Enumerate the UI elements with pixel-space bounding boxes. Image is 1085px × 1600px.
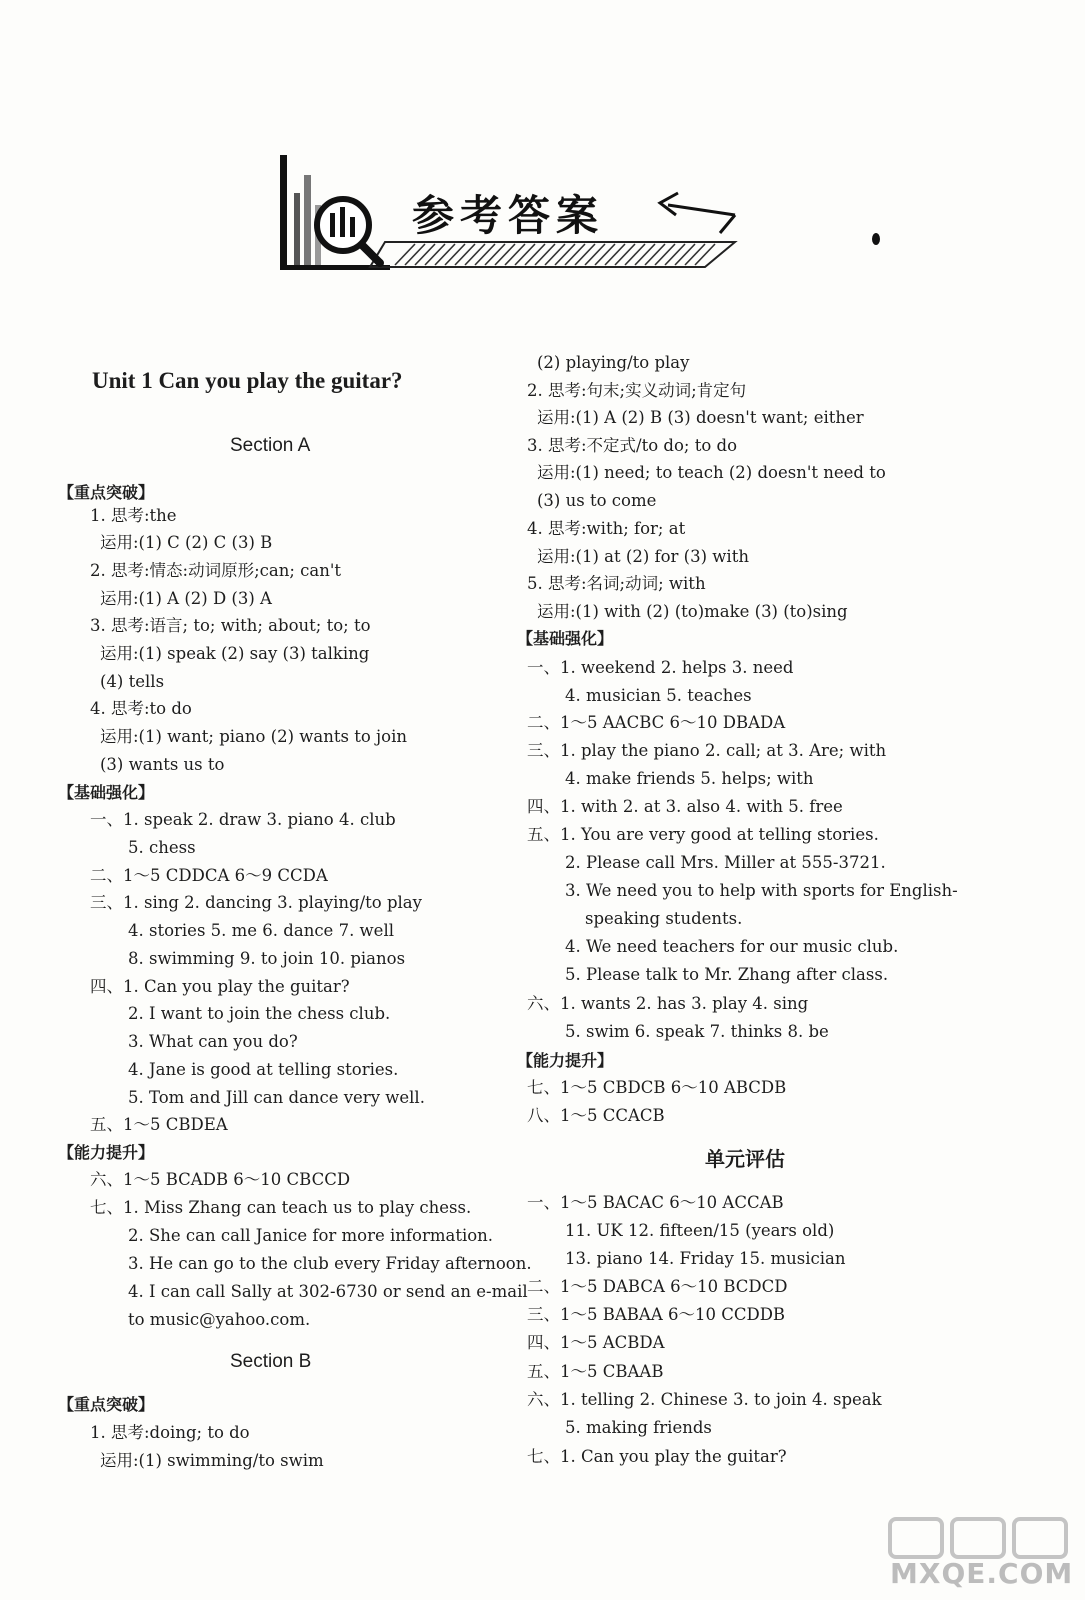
answer-line: 七、1. Miss Zhang can teach us to play chess. xyxy=(90,1198,472,1217)
answer-line: 2. I want to join the chess club. xyxy=(128,1004,391,1023)
answer-line: 1. 思考:doing; to do xyxy=(90,1423,250,1442)
answer-line: 4. I can call Sally at 302-6730 or send an e-mail xyxy=(128,1282,528,1301)
answer-line: (4) tells xyxy=(100,672,165,691)
answer-line: 八、1～5 CCACB xyxy=(527,1106,665,1125)
answer-line: 3. 思考:语言; to; with; about; to; to xyxy=(90,616,371,635)
answer-line: 4. musician 5. teaches xyxy=(565,686,752,705)
answer-line: 5. making friends xyxy=(565,1418,712,1437)
answer-line: 六、1. telling 2. Chinese 3. to join 4. speak xyxy=(527,1390,882,1409)
answer-line: 运用:(1) want; piano (2) wants to join xyxy=(100,727,407,746)
answer-line: 2. 思考:句末;实义动词;肯定句 xyxy=(527,381,747,400)
answer-line: 二、1～5 AACBC 6～10 DBADA xyxy=(527,713,786,732)
answer-line: 运用:(1) at (2) for (3) with xyxy=(537,547,749,566)
ink-dot xyxy=(872,233,880,245)
answer-line: 5. Tom and Jill can dance very well. xyxy=(128,1088,425,1107)
answer-line: 2. 思考:情态:动词原形;can; can't xyxy=(90,561,342,580)
answer-line: 5. chess xyxy=(128,838,196,857)
answer-line: 四、1. Can you play the guitar? xyxy=(90,977,350,996)
answer-line: 4. make friends 5. helps; with xyxy=(565,769,814,788)
answer-line: 五、1～5 CBAAB xyxy=(527,1362,664,1381)
section-tag: 【基础强化】 xyxy=(58,783,155,802)
answer-line: 三、1. play the piano 2. call; at 3. Are; with xyxy=(527,741,887,760)
answer-line: 运用:(1) speak (2) say (3) talking xyxy=(100,644,370,663)
answer-line: 11. UK 12. fifteen/15 (years old) xyxy=(565,1221,835,1240)
answer-line: to music@yahoo.com. xyxy=(128,1310,311,1329)
answer-line: 5. swim 6. speak 7. thinks 8. be xyxy=(565,1022,829,1041)
answer-line: 三、1. sing 2. dancing 3. playing/to play xyxy=(90,893,422,912)
answer-key-banner xyxy=(280,155,760,280)
answer-line: 运用:(1) need; to teach (2) doesn't need to xyxy=(537,463,886,482)
answer-line: speaking students. xyxy=(585,909,743,928)
section-tag: 【能力提升】 xyxy=(517,1051,614,1070)
answer-line: 4. 思考:to do xyxy=(90,699,192,718)
section-heading: Section A xyxy=(230,435,311,456)
answer-line: 七、1. Can you play the guitar? xyxy=(527,1447,787,1466)
answer-line: (3) us to come xyxy=(537,491,657,510)
answer-line: 1. 思考:the xyxy=(90,506,177,525)
answer-line: 一、1～5 BACAC 6～10 ACCAB xyxy=(527,1193,784,1212)
answer-line: 四、1. with 2. at 3. also 4. with 5. free xyxy=(527,797,843,816)
answer-line: 运用:(1) C (2) C (3) B xyxy=(100,533,273,552)
section-heading: Section B xyxy=(230,1351,312,1372)
answer-line: 4. Jane is good at telling stories. xyxy=(128,1060,399,1079)
answer-line: 5. Please talk to Mr. Zhang after class. xyxy=(565,965,889,984)
answer-line: 二、1～5 DABCA 6～10 BCDCD xyxy=(527,1277,788,1296)
answer-line: 运用:(1) with (2) (to)make (3) (to)sing xyxy=(537,602,848,621)
answer-line: 七、1～5 CBDCB 6～10 ABCDB xyxy=(527,1078,787,1097)
answer-line: 六、1. wants 2. has 3. play 4. sing xyxy=(527,994,809,1013)
answer-line: 3. We need you to help with sports for English- xyxy=(565,881,958,900)
answer-line: 2. She can call Janice for more information. xyxy=(128,1226,494,1245)
section-tag: 【基础强化】 xyxy=(517,629,614,648)
answer-line: 运用:(1) A (2) B (3) doesn't want; either xyxy=(537,408,864,427)
answer-line: 二、1～5 CDDCA 6～9 CCDA xyxy=(90,866,328,885)
site-watermark xyxy=(880,1515,1080,1595)
answer-line: 一、1. weekend 2. helps 3. need xyxy=(527,658,794,677)
answer-line: 六、1～5 BCADB 6～10 CBCCD xyxy=(90,1170,351,1189)
answer-line: 4. stories 5. me 6. dance 7. well xyxy=(128,921,394,940)
answer-line: 运用:(1) swimming/to swim xyxy=(100,1451,324,1470)
watermark-text: MXQE.COM xyxy=(890,1557,1074,1590)
answer-line: 3. 思考:不定式/to do; to do xyxy=(527,436,738,455)
answer-line: 8. swimming 9. to join 10. pianos xyxy=(128,949,406,968)
answer-line: 运用:(1) A (2) D (3) A xyxy=(100,589,272,608)
answer-line: 五、1. You are very good at telling stories. xyxy=(527,825,879,844)
page-title: 参考答案 xyxy=(412,191,605,240)
answer-line: 2. Please call Mrs. Miller at 555-3721. xyxy=(565,853,886,872)
answer-line: 五、1～5 CBDEA xyxy=(90,1115,228,1134)
unit-title: Unit 1 Can you play the guitar? xyxy=(92,368,403,393)
answer-line: (3) wants us to xyxy=(100,755,225,774)
answer-line: 四、1～5 ACBDA xyxy=(527,1333,665,1352)
answer-line: 4. 思考:with; for; at xyxy=(527,519,686,538)
answer-line: 13. piano 14. Friday 15. musician xyxy=(565,1249,846,1268)
answer-line: 4. We need teachers for our music club. xyxy=(565,937,899,956)
answer-line: (2) playing/to play xyxy=(537,353,690,372)
answer-line: 3. What can you do? xyxy=(128,1032,298,1051)
assessment-heading: 单元评估 xyxy=(705,1147,785,1171)
answer-line: 5. 思考:名词;动词; with xyxy=(527,574,706,593)
section-tag: 【能力提升】 xyxy=(58,1143,155,1162)
answer-line: 三、1～5 BABAA 6～10 CCDDB xyxy=(527,1305,786,1324)
answer-line: 3. He can go to the club every Friday afternoon. xyxy=(128,1254,532,1273)
answer-line: 一、1. speak 2. draw 3. piano 4. club xyxy=(90,810,396,829)
section-tag: 【重点突破】 xyxy=(58,1395,155,1414)
section-tag: 【重点突破】 xyxy=(58,483,155,502)
